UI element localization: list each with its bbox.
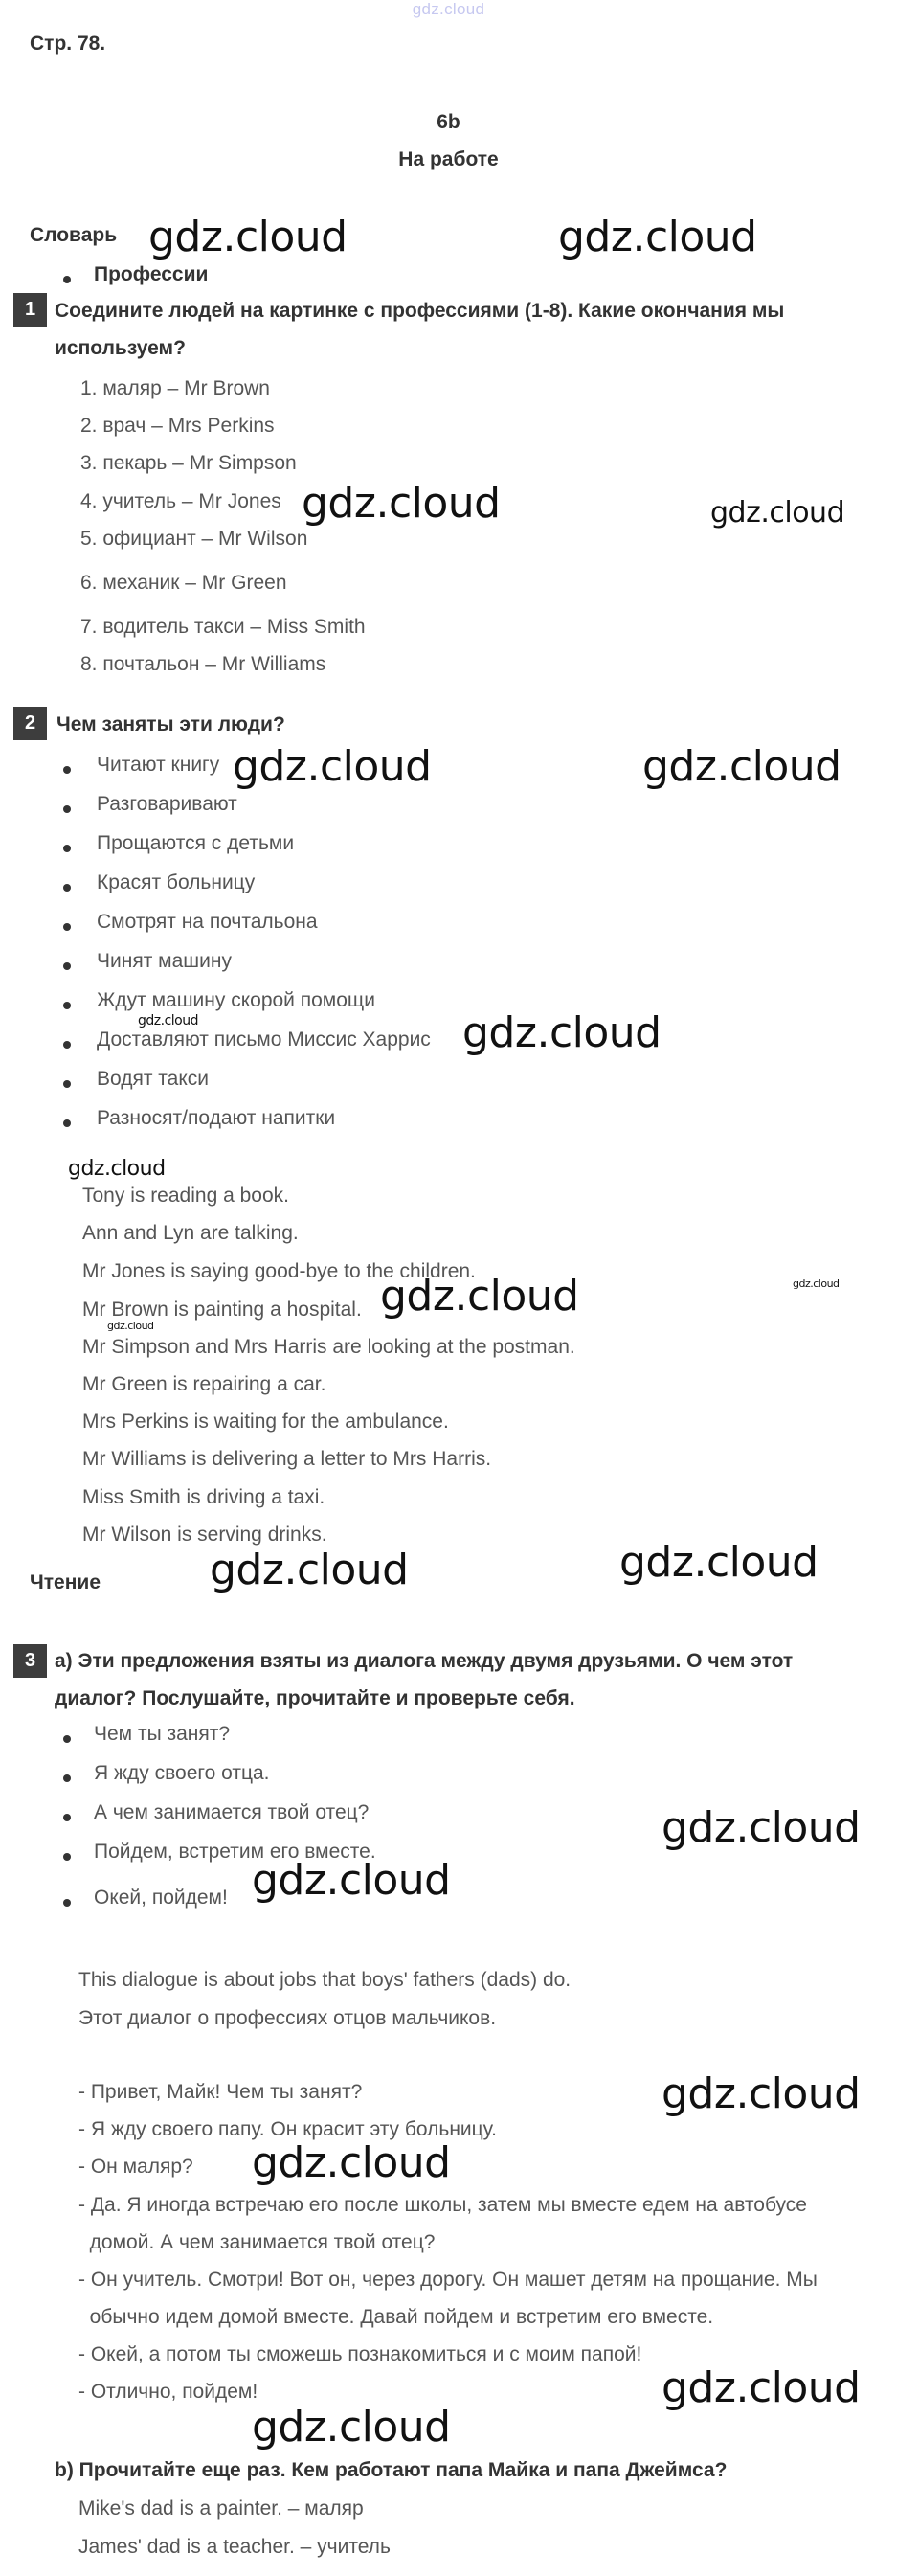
task-2-answer: Mr Green is repairing a car. (82, 1373, 326, 1395)
task-1-line-2: используем? (55, 337, 186, 359)
dialogue-line: - Он маляр? (78, 2156, 193, 2178)
task-1-item: 1. маляр – Mr Brown (80, 377, 270, 399)
bullet-dot (63, 1041, 71, 1049)
page-reference: Стр. 78. (30, 33, 106, 55)
task-2-answer: Mrs Perkins is waiting for the ambulance. (82, 1411, 449, 1433)
watermark-overlay: gdz.cloud (793, 1277, 840, 1290)
task-1-item: 7. водитель такси – Miss Smith (80, 616, 366, 638)
task-2-bullet: Ждут машину скорой помощи (97, 989, 375, 1011)
task-3a-instruction (55, 1642, 886, 1717)
task-2-bullet: Читают книгу (97, 754, 220, 776)
watermark-overlay: gdz.cloud (619, 1538, 819, 1587)
bullet-dot (63, 1119, 71, 1127)
task-2-bullet: Разносят/подают напитки (97, 1107, 336, 1129)
dialogue-line: - Он учитель. Смотри! Вот он, через дорогу. Он машет детям на прощание. Мы (78, 2269, 818, 2291)
watermark-overlay: gdz.cloud (138, 1013, 198, 1028)
unit-number: 6b (437, 111, 460, 133)
dialogue-line: - Окей, а потом ты сможешь познакомиться и с моим папой! (78, 2343, 642, 2365)
bullet-dot (63, 1814, 71, 1821)
task-1-item: 3. пекарь – Mr Simpson (80, 452, 297, 474)
bullet-dot (63, 1002, 71, 1009)
task-3b-title: b) Прочитайте еще раз. Кем работают папа Майка и папа Джеймса? (55, 2459, 728, 2481)
bullet-dot (63, 1774, 71, 1782)
bullet-dot (63, 276, 71, 283)
task-2-bullet: Разговаривают (97, 793, 237, 815)
watermark-overlay: gdz.cloud (558, 213, 757, 261)
watermark-overlay: gdz.cloud (380, 1272, 579, 1321)
task-1-item: 2. врач – Mrs Perkins (80, 415, 275, 437)
task-1-number-badge: 1 (13, 293, 47, 327)
bullet-dot (63, 884, 71, 892)
task-3-number-badge: 3 (13, 1644, 47, 1678)
task-2-bullet: Прощаются с детьми (97, 832, 295, 854)
task-3b-answer: Mike's dad is a painter. – маляр (78, 2497, 364, 2520)
watermark-overlay: gdz.cloud (210, 1546, 409, 1594)
bullet-dot (63, 1853, 71, 1861)
watermark-overlay: gdz.cloud (302, 479, 501, 528)
task-2-answer: Mr Williams is delivering a letter to Mrs Harris. (82, 1448, 492, 1470)
task-2-answer: Mr Simpson and Mrs Harris are looking at the postman. (82, 1336, 575, 1358)
task-2-answer: Mr Brown is painting a hospital. (82, 1299, 362, 1321)
watermark-overlay: gdz.cloud (662, 2069, 861, 2118)
task-3-bullet: Чем ты занят? (94, 1723, 231, 1745)
bullet-dot (63, 923, 71, 931)
task-3-bullet: Я жду своего отца. (94, 1762, 270, 1784)
watermark-overlay: gdz.cloud (68, 1157, 166, 1181)
watermark-overlay: gdz.cloud (642, 742, 841, 791)
task-3-bullet: Пойдем, встретим его вместе. (94, 1841, 376, 1863)
bullet-dot (63, 1735, 71, 1743)
task-2-number-badge: 2 (13, 707, 47, 740)
dialogue-line: - Да. Я иногда встречаю его после школы, затем мы вместе едем на автобусе (78, 2194, 807, 2216)
dialogue-line: - Я жду своего папу. Он красит эту больницу. (78, 2118, 497, 2140)
vocabulary-heading: Словарь (30, 224, 118, 246)
bullet-dot (63, 1899, 71, 1907)
watermark-overlay: gdz.cloud (662, 1803, 861, 1852)
task-1-item: 8. почтальон – Mr Williams (80, 653, 326, 675)
bullet-dot (63, 1080, 71, 1088)
task-3b-answer: James' dad is a teacher. – учитель (78, 2536, 391, 2558)
task-1-line-1: Соедините людей на картинке с профессиями (1-8). Какие окончания мы (55, 300, 785, 322)
dialogue-line: обычно идем домой вместе. Давай пойдем и встретим его вместе. (78, 2306, 714, 2328)
task-2-answer: Tony is reading a book. (82, 1185, 289, 1207)
task-2-bullet: Доставляют письмо Миссис Харрис (97, 1028, 431, 1051)
dialogue-summary-en: This dialogue is about jobs that boys' fathers (dads) do. (78, 1969, 572, 1991)
task-3-bullet: Окей, пойдем! (94, 1887, 228, 1909)
task-3a-line-2: диалог? Послушайте, прочитайте и проверьте себя. (55, 1687, 575, 1709)
dialogue-summary-ru: Этот диалог о профессиях отцов мальчиков. (78, 2007, 497, 2029)
vocabulary-item: Профессии (94, 263, 209, 285)
task-2-answer: Mr Wilson is serving drinks. (82, 1524, 327, 1546)
task-1-item: 6. механик – Mr Green (80, 572, 287, 594)
watermark-overlay: gdz.cloud (252, 1856, 451, 1905)
top-watermark: gdz.cloud (412, 0, 485, 18)
watermark-overlay: gdz.cloud (148, 213, 348, 261)
task-2-bullet: Чинят машину (97, 950, 232, 972)
reading-heading: Чтение (30, 1571, 101, 1593)
task-1-instruction (55, 292, 886, 367)
task-2-answer: Ann and Lyn are talking. (82, 1222, 299, 1244)
task-2-answer: Mr Jones is saying good-bye to the children. (82, 1260, 476, 1282)
dialogue-line: - Отлично, пойдем! (78, 2381, 258, 2403)
bullet-dot (63, 962, 71, 970)
dialogue-line: домой. А чем занимается твой отец? (78, 2231, 436, 2253)
watermark-overlay: gdz.cloud (107, 1320, 154, 1332)
task-1-item: 5. официант – Mr Wilson (80, 528, 308, 550)
task-2-answer: Miss Smith is driving a taxi. (82, 1486, 325, 1508)
watermark-overlay: gdz.cloud (252, 2138, 451, 2187)
bullet-dot (63, 766, 71, 774)
watermark-overlay: gdz.cloud (710, 496, 845, 530)
watermark-overlay: gdz.cloud (252, 2403, 451, 2452)
watermark-overlay: gdz.cloud (233, 742, 432, 791)
bullet-dot (63, 805, 71, 813)
task-3-bullet: А чем занимается твой отец? (94, 1801, 370, 1823)
task-2-bullet: Смотрят на почтальона (97, 911, 318, 933)
task-2-bullet: Красят больницу (97, 871, 256, 893)
unit-title: На работе (398, 148, 499, 170)
task-2-title: Чем заняты эти люди? (56, 713, 285, 735)
task-2-bullet: Водят такси (97, 1068, 210, 1090)
watermark-overlay: gdz.cloud (462, 1008, 662, 1057)
task-1-item: 4. учитель – Mr Jones (80, 490, 281, 512)
bullet-dot (63, 845, 71, 852)
watermark-overlay: gdz.cloud (662, 2363, 861, 2412)
task-3a-line-1: a) Эти предложения взяты из диалога между двумя друзьями. О чем этот (55, 1650, 794, 1672)
dialogue-line: - Привет, Майк! Чем ты занят? (78, 2081, 363, 2103)
